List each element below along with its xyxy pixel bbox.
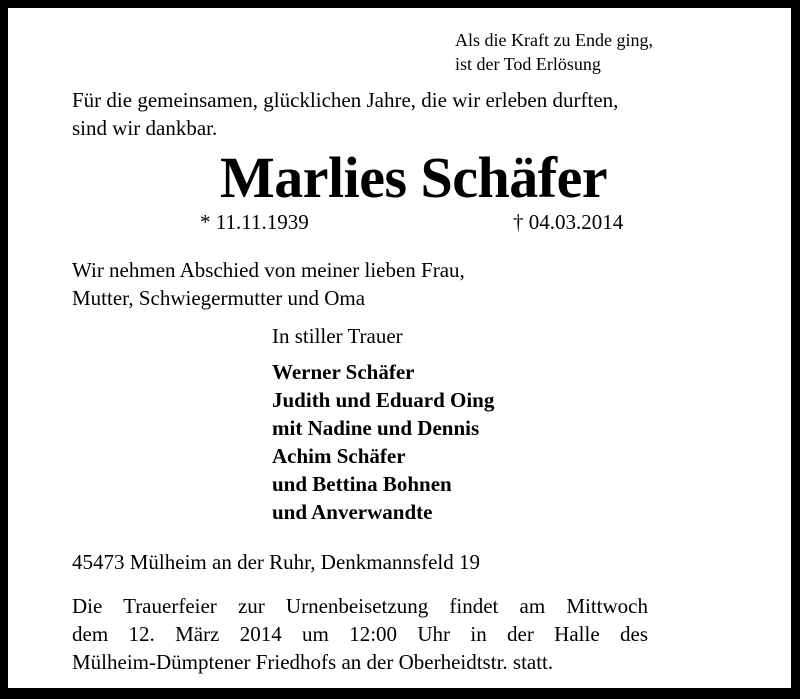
mourner: Judith und Eduard Oing xyxy=(272,388,495,412)
intro xyxy=(72,86,618,142)
deceased-name: Marlies Schäfer xyxy=(220,145,608,210)
ceremony-line: dem 12. März 2014 um 12:00 Uhr in der Halle des xyxy=(72,622,648,646)
mourning-label: In stiller Trauer xyxy=(272,324,403,348)
ceremony-info xyxy=(72,592,648,676)
address: 45473 Mülheim an der Ruhr, Denkmannsfeld 19 xyxy=(72,550,481,574)
farewell-line: Wir nehmen Abschied von meiner lieben Frau, xyxy=(72,258,465,282)
mourner: und Anverwandte xyxy=(272,500,433,524)
death-date: † 04.03.2014 xyxy=(513,210,624,234)
farewell xyxy=(72,256,465,312)
mourner: mit Nadine und Dennis xyxy=(272,416,480,440)
birth-date: * 11.11.1939 xyxy=(200,210,309,234)
motto-line: Als die Kraft zu Ende ging, xyxy=(455,30,653,50)
farewell-line: Mutter, Schwiegermutter und Oma xyxy=(72,286,366,310)
intro-line: sind wir dankbar. xyxy=(72,116,218,140)
obituary-notice xyxy=(8,8,791,688)
mourner: Achim Schäfer xyxy=(272,444,406,468)
mourners-list xyxy=(272,358,494,526)
motto-line: ist der Tod Erlösung xyxy=(455,54,601,74)
ceremony-line: Die Trauerfeier zur Urnenbeisetzung findet am Mittwoch xyxy=(72,594,648,618)
mourner: und Bettina Bohnen xyxy=(272,472,452,496)
mourner: Werner Schäfer xyxy=(272,360,415,384)
intro-line: Für die gemeinsamen, glücklichen Jahre, die wir erleben durften, xyxy=(72,88,619,112)
motto xyxy=(455,28,653,76)
ceremony-line: Mülheim-Dümptener Friedhofs an der Oberheidtstr. statt. xyxy=(72,650,554,674)
